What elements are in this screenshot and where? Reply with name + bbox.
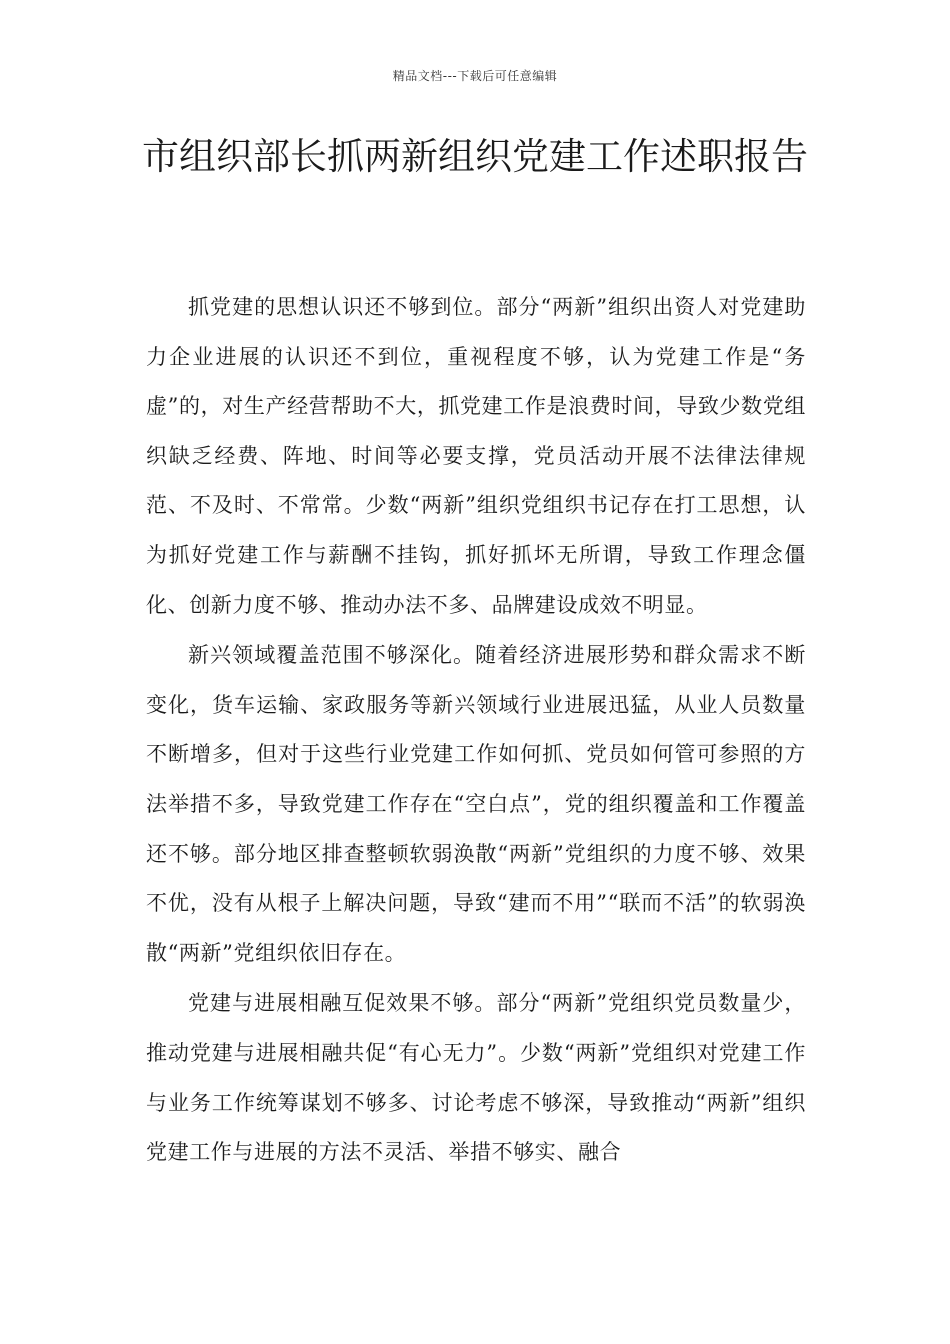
- paragraph-3: 党建与进展相融互促效果不够。部分“两新”党组织党员数量少，推动党建与进展相融共促“有心无力”。少数“两新”党组织对党建工作与业务工作统筹谋划不够多、讨论考虑不够深，导致推动“两新”组织党建工作与进展的方法不灵活、举措不够实、融合: [146, 991, 806, 1165]
- paragraph-1: 抓党建的思想认识还不够到位。部分“两新”组织出资人对党建助力企业进展的认识还不到位，重视程度不够，认为党建工作是“务虚”的，对生产经营帮助不大，抓党建工作是浪费时间，导致少数党组织缺乏经费、阵地、时间等必要支撑，党员活动开展不法律法律规范、不及时、不常常。少数“两新”组织党组织书记存在打工思想，认为抓好党建工作与薪酬不挂钩，抓好抓坏无所谓，导致工作理念僵化、创新力度不够、推动办法不多、品牌建设成效不明显。: [146, 295, 806, 617]
- document-title: 市组织部长抓两新组织党建工作述职报告: [142, 135, 808, 178]
- header-note: 精品文档---下载后可任意编辑: [392, 69, 558, 83]
- document-body: [146, 283, 806, 1179]
- paragraph-2: 新兴领域覆盖范围不够深化。随着经济进展形势和群众需求不断变化，货车运输、家政服务等新兴领域行业进展迅猛，从业人员数量不断增多，但对于这些行业党建工作如何抓、党员如何管可参照的方法举措不多，导致党建工作存在“空白点”，党的组织覆盖和工作覆盖还不够。部分地区排查整顿软弱涣散“两新”党组织的力度不够、效果不优，没有从根子上解决问题，导致“建而不用”“联而不活”的软弱涣散“两新”党组织依旧存在。: [146, 643, 806, 965]
